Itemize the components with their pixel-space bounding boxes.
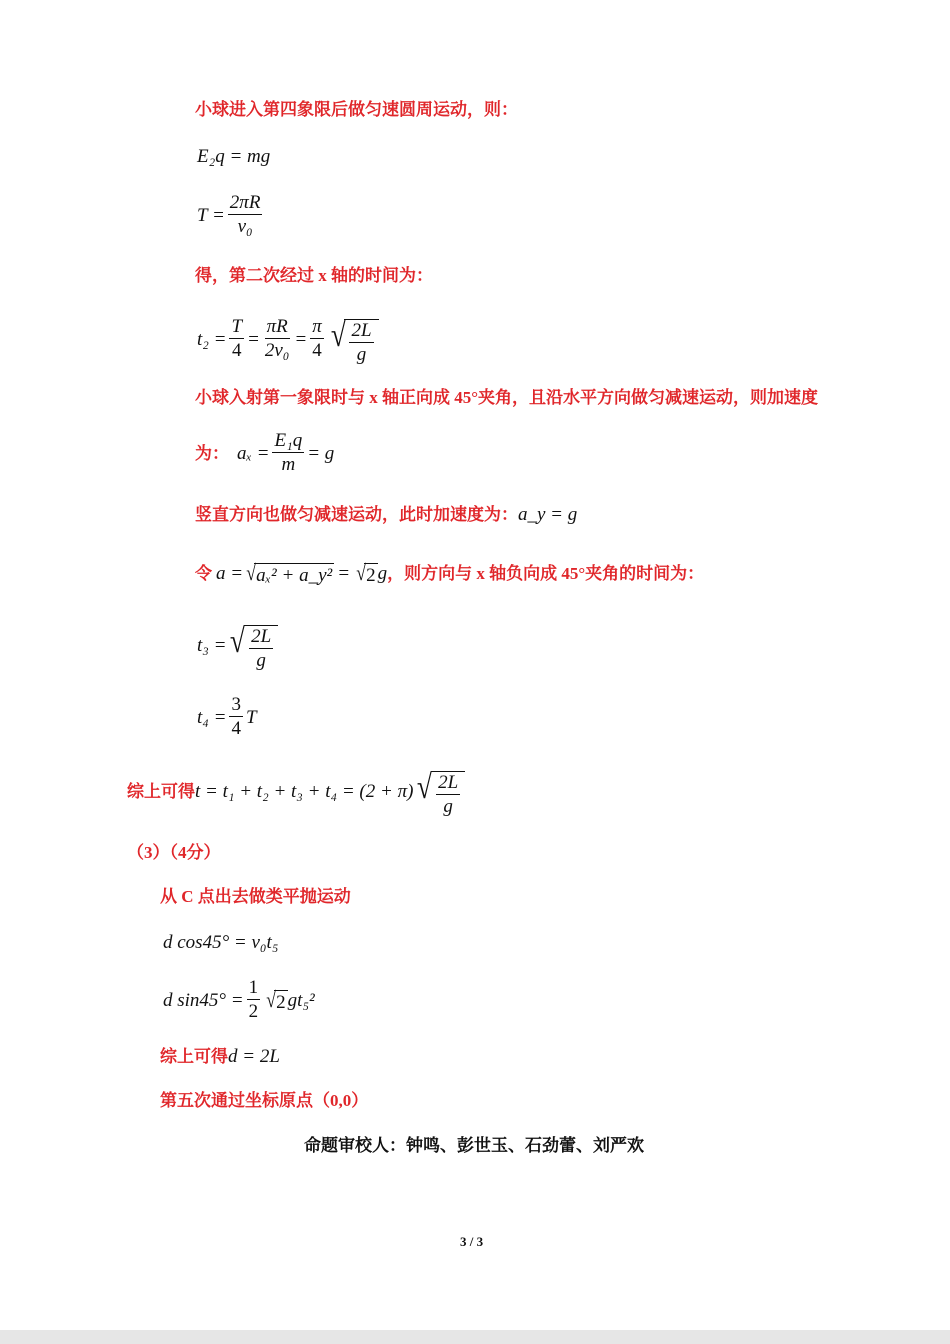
numerator: 2L	[438, 772, 459, 793]
radicand: 2	[366, 565, 376, 586]
numerator: E₁q	[274, 430, 303, 451]
eq-rhs: T	[245, 706, 257, 728]
equation-e2q: E₂q = mg	[197, 146, 271, 167]
equation-d: d = 2L	[228, 1046, 280, 1067]
eq-lhs: d sin45° =	[163, 989, 244, 1011]
text-line	[127, 764, 465, 819]
numerator: 2πR	[229, 192, 261, 213]
square-root: √ $\frac{2L}{g}$	[329, 312, 379, 367]
eq-lhs: a =	[216, 563, 244, 584]
radicand: aₓ² + a_y²	[256, 565, 333, 586]
square-root: √ 2	[356, 560, 376, 586]
equals: =	[337, 563, 351, 584]
text-line	[195, 503, 577, 527]
equation-ay: a_y = g	[518, 504, 578, 525]
denominator: 2	[248, 1001, 259, 1022]
square-root: √ $\frac{2L}{g}$	[415, 764, 465, 819]
text-line: 得，第二次经过 x 轴的时间为：	[195, 266, 433, 285]
reviewers: 命题审校人：钟鸣、彭世玉、石劲蕾、刘严欢	[304, 1136, 644, 1155]
text-suffix: ，则方向与 x 轴负向成 45°夹角的时间为：	[387, 564, 705, 583]
eq-lhs: t₃ =	[197, 634, 227, 656]
section-heading: （3）（4分）	[127, 843, 221, 862]
square-root: √ 2	[266, 986, 286, 1013]
numerator: 1	[248, 977, 259, 998]
numerator: πR	[266, 316, 288, 337]
numerator: 2L	[351, 320, 372, 341]
denominator: g	[443, 796, 453, 817]
page-number: 3 / 3	[460, 1234, 484, 1249]
equation-total-time: t = t₁ + t₂ + t₃ + t₄ = (2 + π)	[195, 780, 414, 802]
fraction	[229, 694, 243, 741]
equation-t3	[197, 618, 278, 673]
eq-rhs: gt₅²	[287, 989, 315, 1011]
fraction	[229, 316, 244, 363]
eq-lhs: T =	[197, 204, 225, 226]
equation-period	[197, 192, 265, 239]
text-line: 小球入射第一象限时与 x 轴正向成 45°夹角，且沿水平方向做匀减速运动，则加速度	[195, 388, 819, 407]
text-line	[195, 560, 704, 588]
denominator: v₀	[237, 216, 253, 237]
symbol-g: g	[377, 563, 388, 584]
numerator: 3	[231, 694, 241, 715]
equals: =	[247, 328, 260, 350]
denominator: 2v₀	[264, 340, 290, 361]
denominator: 4	[312, 340, 322, 361]
fraction	[228, 192, 263, 239]
text-line: 从 C 点出去做类平抛运动	[160, 887, 351, 906]
equation-t4	[197, 694, 257, 741]
text: 竖直方向也做匀减速运动，此时加速度为：	[195, 505, 518, 524]
text-line: 第五次通过坐标原点（0,0）	[160, 1091, 369, 1110]
text-prefix: 令	[195, 564, 212, 583]
denominator: m	[281, 454, 296, 475]
equation-ax	[195, 430, 334, 477]
equation-sin	[163, 977, 315, 1024]
radicand: 2	[276, 991, 286, 1013]
eq-lhs: t₂ =	[197, 328, 227, 350]
fraction	[310, 316, 324, 363]
denominator: 4	[232, 340, 242, 361]
text-prefix: 为：	[195, 443, 229, 463]
numerator: T	[231, 316, 243, 337]
text-prefix: 综上可得	[160, 1047, 228, 1066]
numerator: π	[312, 316, 322, 337]
eq-lhs: aₓ =	[237, 442, 270, 464]
equals: =	[294, 328, 308, 350]
numerator: 2L	[251, 626, 272, 647]
fraction	[272, 430, 304, 477]
equation-t2	[197, 312, 379, 367]
text-line	[160, 1045, 280, 1069]
text-line: 小球进入第四象限后做匀速圆周运动，则：	[195, 100, 518, 119]
bottom-bar	[0, 1330, 950, 1344]
fraction	[263, 316, 292, 363]
denominator: 4	[231, 718, 241, 739]
equation-cos: d cos45° = v₀t₅	[163, 932, 279, 953]
text-prefix: 综上可得	[127, 781, 195, 801]
eq-lhs: t₄ =	[197, 706, 227, 728]
fraction	[247, 977, 261, 1024]
denominator: g	[356, 344, 367, 365]
square-root: √ $\frac{2L}{g}$	[228, 618, 278, 673]
eq-rhs: = g	[307, 442, 335, 464]
square-root: √ aₓ² + a_y²	[246, 560, 333, 586]
denominator: g	[256, 650, 266, 671]
